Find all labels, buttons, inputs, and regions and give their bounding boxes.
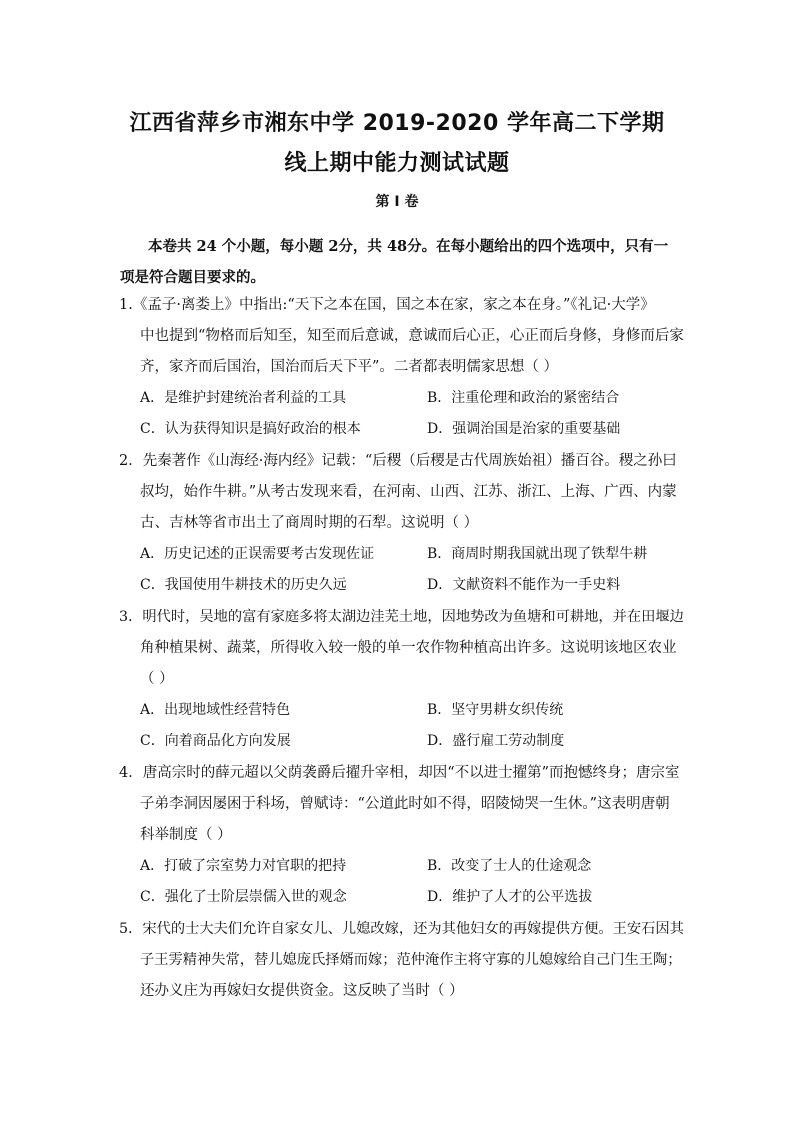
- question-3-option-d: D．盛行雇工劳动制度: [427, 733, 565, 749]
- question-5-line-3: 还办义庄为再嫁妇女提供资金。这反映了当时（ ）: [140, 983, 464, 999]
- question-3-option-a: A．出现地域性经营特色: [140, 702, 291, 718]
- question-1-option-a: A．是维护封建统治者利益的工具: [140, 390, 347, 406]
- question-2-line-1: 2．先秦著作《山海经·海内经》记载：“后稷（后稷是古代周族始祖）播百谷。稷之孙曰: [119, 453, 677, 469]
- question-2-option-a: A．历史记述的正误需要考古发现佐证: [140, 546, 375, 562]
- question-5-line-1: 5．宋代的士大夫们允许自家女儿、儿媳改嫁，还为其他妇女的再嫁提供方便。王安石因其: [119, 921, 684, 937]
- question-3-option-b: B．坚守男耕女织传统: [427, 702, 564, 718]
- question-1-option-d: D．强调治国是治家的重要基础: [427, 421, 621, 437]
- section-heading: 第 Ⅰ 卷: [375, 194, 419, 210]
- question-2-line-3: 古、吉林等省市出土了商周时期的石犁。这说明（ ）: [140, 515, 479, 531]
- question-1-line-1: 1.《孟子·离娄上》中指出:“天下之本在国，国之本在家，家之本在身。”《礼记·大学》: [119, 297, 655, 313]
- question-2-option-b: B．商周时期我国就出现了铁犁牛耕: [427, 546, 648, 562]
- question-1-option-c: C．认为获得知识是搞好政治的根本: [140, 421, 361, 437]
- question-1-option-b: B．注重伦理和政治的紧密结合: [427, 390, 620, 406]
- question-3-line-2: 角种植果树、蔬菜，所得收入较一般的单一农作物种植高出许多。这说明该地区农业: [140, 640, 677, 656]
- question-2-line-2: 叔均，始作牛耕。”从考古发现来看，在河南、山西、江苏、浙江、上海、广西、内蒙: [140, 484, 677, 500]
- instructions: 本卷共 24 个小题，每小题 2分，共 48分。在每小题给出的四个选项中，只有一项是符合题目要求的。: [120, 238, 669, 286]
- question-4-option-a: A．打破了宗室势力对官职的把持: [140, 858, 347, 874]
- question-3-line-3: （ ）: [140, 671, 174, 687]
- question-4-option-d: D．维护了人才的公平选拔: [427, 889, 593, 905]
- question-4-option-b: B．改变了士人的仕途观念: [427, 858, 592, 874]
- question-1-line-2: 中也提到“物格而后知至，知至而后意诚，意诚而后心正，心正而后身修，身修而后家: [140, 328, 684, 344]
- question-2-option-c: C．我国使用牛耕技术的历史久远: [140, 577, 347, 593]
- title-line-2: 线上期中能力测试试题: [284, 151, 510, 176]
- question-4-line-2: 子弟李洞因屡困于科场，曾赋诗：“公道此时如不得，昭陵恸哭一生休。”这表明唐朝: [140, 796, 670, 812]
- question-3-option-c: C．向着商品化方向发展: [140, 733, 291, 749]
- question-5-line-2: 子王雱精神失常，替儿媳庞氏择婿而嫁；范仲淹作主将守寡的儿媳嫁给自己门生王陶；: [140, 952, 682, 968]
- question-4-line-1: 4．唐高宗时的薛元超以父荫袭爵后擢升宰相，却因“不以进士擢第”而抱憾终身；唐宗室: [119, 765, 680, 781]
- question-4-option-c: C．强化了士阶层崇儒入世的观念: [140, 889, 347, 905]
- question-3-line-1: 3．明代时，吴地的富有家庭多将太湖边洼芜土地，因地势改为鱼塘和可耕地，并在田堰边: [119, 609, 684, 625]
- question-4-line-3: 科举制度（ ）: [140, 827, 232, 843]
- title-line-1: 江西省萍乡市湘东中学 2019-2020 学年高二下学期: [129, 111, 665, 136]
- question-1-line-3: 齐，家齐而后国治，国治而后天下平”。二者都表明儒家思想（ ）: [140, 359, 559, 375]
- question-2-option-d: D．文献资料不能作为一手史料: [427, 577, 621, 593]
